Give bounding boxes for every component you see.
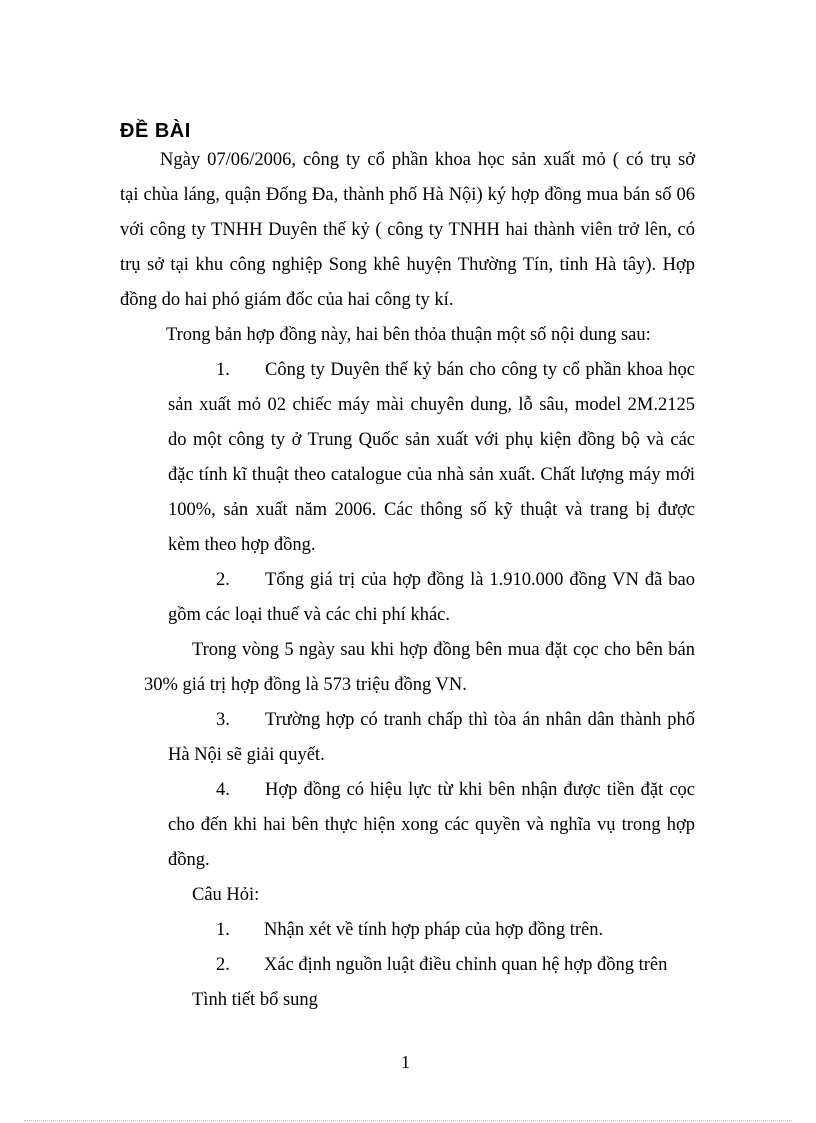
- question-number: 2.: [216, 955, 230, 975]
- item-line: đặc tính kĩ thuật theo catalogue của nhà sản xuất. Chất lượng máy mới: [168, 465, 695, 485]
- paragraph-line: tại chùa láng, quận Đống Đa, thành phố Hà Nội) ký hợp đồng mua bán số 06: [120, 185, 695, 205]
- item-line: Hà Nội sẽ giải quyết.: [168, 745, 325, 765]
- document-heading: ĐỀ BÀI: [120, 120, 191, 142]
- intro-text: Trong bản hợp đồng này, hai bên thỏa thuận một số nội dung sau:: [166, 325, 651, 345]
- page-number: 1: [401, 1052, 410, 1072]
- question-text: Nhận xét về tính hợp pháp của hợp đồng trên.: [264, 920, 604, 940]
- deposit-line: Trong vòng 5 ngày sau khi hợp đồng bên mua đặt cọc cho bên bán: [192, 640, 695, 660]
- page-break-rule: [24, 1120, 792, 1121]
- item-line: Công ty Duyên thế kỷ bán cho công ty cổ phần khoa học: [265, 360, 695, 380]
- question-number: 1.: [216, 920, 230, 940]
- supplement-label: Tình tiết bổ sung: [192, 990, 318, 1010]
- item-line: 100%, sản xuất năm 2006. Các thông số kỹ thuật và trang bị được: [168, 500, 695, 520]
- item-number: 4.: [216, 780, 230, 800]
- item-line: Tổng giá trị của hợp đồng là 1.910.000 đồng VN đã bao: [265, 570, 695, 590]
- item-line: sản xuất mỏ 02 chiếc máy mài chuyên dung, lỗ sâu, model 2M.2125: [168, 395, 695, 415]
- item-line: kèm theo hợp đồng.: [168, 535, 316, 555]
- item-line: gồm các loại thuế và các chi phí khác.: [168, 605, 450, 625]
- item-line: cho đến khi hai bên thực hiện xong các quyền và nghĩa vụ trong hợp: [168, 815, 695, 835]
- item-number: 1.: [216, 360, 230, 380]
- item-line: do một công ty ở Trung Quốc sản xuất với phụ kiện đồng bộ và các: [168, 430, 695, 450]
- paragraph-line: Ngày 07/06/2006, công ty cổ phần khoa học sản xuất mỏ ( có trụ sở: [160, 150, 695, 170]
- paragraph-line: trụ sở tại khu công nghiệp Song khê huyện Thường Tín, tỉnh Hà tây). Hợp: [120, 255, 695, 275]
- question-text: Xác định nguồn luật điều chỉnh quan hệ hợp đồng trên: [264, 955, 668, 975]
- questions-title: Câu Hỏi:: [192, 885, 260, 905]
- item-number: 3.: [216, 710, 230, 730]
- item-number: 2.: [216, 570, 230, 590]
- paragraph-line: với công ty TNHH Duyên thế kỷ ( công ty TNHH hai thành viên trở lên, có: [120, 220, 695, 240]
- item-line: đồng.: [168, 850, 210, 870]
- paragraph-line: đồng do hai phó giám đốc của hai công ty kí.: [120, 290, 454, 310]
- item-line: Trường hợp có tranh chấp thì tòa án nhân dân thành phố: [265, 710, 695, 730]
- deposit-line: 30% giá trị hợp đồng là 573 triệu đồng VN.: [144, 675, 467, 695]
- item-line: Hợp đồng có hiệu lực từ khi bên nhận được tiền đặt cọc: [265, 780, 695, 800]
